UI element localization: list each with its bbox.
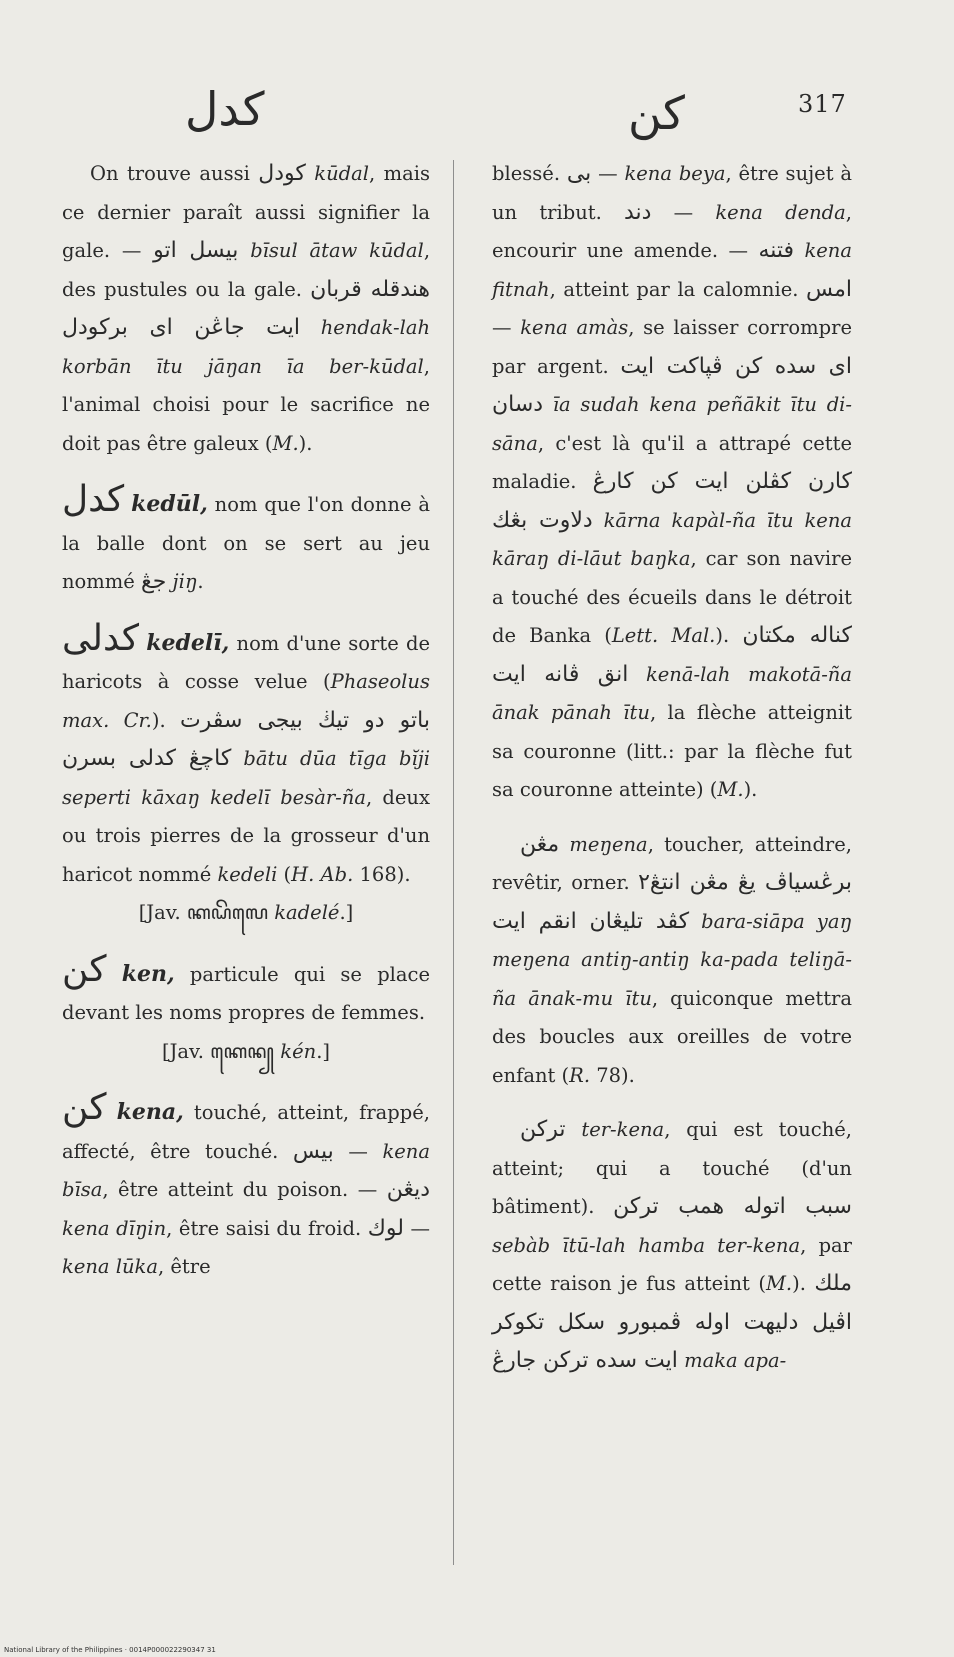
left-column (62, 155, 430, 1287)
subentry-ter-kena: تركن ter-kena, qui est touché, atteint; qui a touché (d'un bâtiment). سبب اتوله همب تركن sebàb ītū-lah hamba ter-kena, par cette raison je fus atteint (M.). ملك اڤيل دليهت اوله ڤمبورو سكل تكوكر ايت سده تركن جارڠ maka apa- (492, 1117, 853, 1373)
running-head-right: كن (628, 86, 685, 140)
entry-kena-continued: blessé. بى — kena beya, être sujet à un tribut. دند — kena denda, encourir une amende. — فتنه kena fitnah, atteint par la calomnie. امس — kena amàs, se laisser corrompre par argent. اى سده كن ڤپاكت ايت دسان īa sudah kena peñākit ītu di-sāna, c'est là qu'il a attrapé cette maladie. كارن كڤلن ايت كن كارڠ دلاوت بڠك kārna kapàl-ña ītu kena kāraŋ di-lāut baŋka, car son navire a touché des écueils dans le détroit de Banka (Lett. Mal.). كناله مكتان انق ڤانه ايت kenā-lah makotā-ña ānak pānah ītu, la flèche atteignit sa couronne (litt.: par la flèche fut sa couronne atteinte) (M.). (492, 161, 853, 801)
javanese-note-ken: [Jav. ꦏꦺꦤ꧀ kén.] (161, 1039, 330, 1063)
entry-kedul: كدل kedūl, nom que l'on donne à la balle dont on se sert au jeu nommé جڠ jiŋ. (62, 479, 431, 594)
scan-footer: National Library of the Philippines · 0014P000022290347 31 (4, 1646, 216, 1654)
column-divider (453, 160, 454, 1565)
page-header (0, 82, 954, 152)
entry-kedeli: كدلى kedelī, nom d'une sorte de haricots à cosse velue (Phaseolus max. Cr.). باتو دو تيڬ بيجى سڤرت كاچڠ كدلى بسرن bātu dūa tīga bĭji seperti kāxaŋ kedelī besàr-ña, deux ou trois pierres de la grosseur d'un haricot nommé kedeli (H. Ab. 168). (62, 617, 431, 886)
entry-kena: كن kena, touché, atteint, frappé, affecté, être touché. بيس — kena bīsa, être atteint du poison. — ديڠن kena dīŋin, être saisi du froid. لوك — kena lūka, être (62, 1087, 430, 1278)
javanese-note-kedeli: [Jav. ꦏꦝꦼꦭꦺ kadelé.] (138, 901, 354, 924)
entry-ken: كن ken, particule qui se place devant les noms propres de femmes. (62, 948, 430, 1024)
page-number: 317 (798, 90, 847, 118)
subentry-mengena: مڠن meŋena, toucher, atteindre, revêtir, orner. برڠسياڤ يڠ مڠن انتڠ٢ كڤد تليڠان انقم ايت bara-siāpa yaŋ meŋena antiŋ-antiŋ ka-pada teliŋā-ña ānak-mu ītu, quiconque mettra des boucles aux oreilles de votre enfant (R. 78). (492, 831, 853, 1087)
right-column (492, 155, 852, 1381)
running-head-left: كدل (185, 82, 265, 136)
entry-continuation: On trouve aussi كودل kūdal, mais ce dernier paraît aussi signifier la gale. — بيسل اتو bīsul ātaw kūdal, des pustules ou la gale. هندقله قربان ايت جاڠن اى بركودل hendak-lah korbān ītu jāŋan īa ber-kūdal, l'animal choisi pour le sacrifice ne doit pas être galeux (M.). (62, 161, 431, 455)
